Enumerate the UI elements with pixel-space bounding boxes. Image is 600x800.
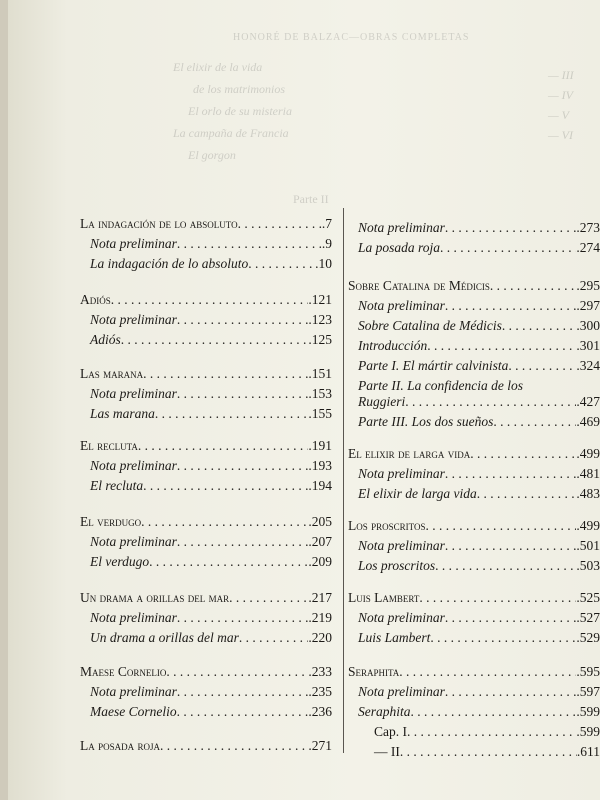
toc-section-entry: [348, 278, 600, 294]
toc-section-entry: [80, 366, 332, 382]
toc-page-number: .529: [576, 630, 600, 645]
ghost-line: El gorgon: [188, 148, 236, 162]
toc-entry-title: Seraphita: [348, 664, 400, 679]
toc-subentry: [358, 378, 523, 394]
toc-entry-title: Cap. I: [374, 724, 407, 739]
dot-leader: [399, 664, 576, 680]
toc-subentry: [374, 724, 600, 740]
toc-entry-title: El recluta: [80, 438, 138, 453]
dot-leader: [177, 610, 308, 626]
ghost-line: de los matrimonios: [193, 82, 286, 96]
toc-subentry: [358, 704, 600, 720]
toc-subentry: [358, 220, 600, 236]
dot-leader: [427, 338, 576, 354]
toc-subentry: [358, 338, 600, 354]
toc-subentry: [358, 414, 600, 430]
toc-subentry: [90, 386, 332, 402]
toc-section-entry: [80, 438, 332, 454]
toc-subentry: [90, 312, 332, 328]
toc-subentry: [358, 630, 600, 646]
dot-leader: [425, 518, 576, 534]
toc-subentry: [90, 458, 332, 474]
dot-leader: [166, 664, 308, 680]
toc-page-number: .599: [576, 704, 600, 719]
toc-section-entry: [80, 216, 332, 232]
toc-section-entry: [80, 590, 332, 606]
dot-leader: [445, 610, 576, 626]
toc-subentry: [90, 684, 332, 700]
dot-leader: [229, 590, 308, 606]
toc-subentry: [358, 298, 600, 314]
toc-entry-title: Nota preliminar: [90, 312, 177, 327]
toc-page-number: .501: [576, 538, 600, 553]
toc-section-entry: [80, 738, 332, 754]
toc-page-number: .483: [576, 486, 600, 501]
toc-page-number: .10: [315, 256, 332, 271]
toc-subentry: [90, 478, 332, 494]
toc-page-number: .236: [308, 704, 332, 719]
toc-entry-title: Nota preliminar: [90, 610, 177, 625]
dot-leader: [407, 724, 576, 740]
toc-section-entry: [348, 664, 600, 680]
dot-leader: [400, 744, 577, 760]
toc-subentry: [358, 358, 600, 374]
toc-section-entry: [80, 664, 332, 680]
toc-entry-title: Seraphita: [358, 704, 411, 719]
ghost-line: — VI: [548, 128, 573, 142]
dot-leader: [143, 366, 308, 382]
toc-page-number: .595: [576, 664, 600, 679]
toc-page-number: .273: [576, 220, 600, 235]
toc-entry-title: Luis Lambert: [358, 630, 431, 645]
toc-subentry: [374, 744, 600, 760]
toc-subentry: [90, 630, 332, 646]
ghost-line: — V: [548, 108, 569, 122]
toc-entry-title: El recluta: [90, 478, 144, 493]
dot-leader: [177, 534, 308, 550]
ghost-line: La campaña de Francia: [173, 126, 289, 140]
dot-leader: [411, 704, 577, 720]
toc-entry-title: Maese Cornelio: [80, 664, 167, 679]
ghost-line: Parte II: [293, 192, 329, 206]
ghost-line: — III: [548, 68, 574, 82]
dot-leader: [177, 704, 309, 720]
dot-leader: [121, 332, 309, 348]
toc-page-number: .193: [308, 458, 332, 473]
toc-subentry: [358, 466, 600, 482]
dot-leader: [177, 312, 308, 328]
toc-subentry: [90, 534, 332, 550]
toc-entry-title: Nota preliminar: [358, 466, 445, 481]
toc-subentry: [358, 486, 600, 502]
toc-page-number: .125: [308, 332, 332, 347]
dot-leader: [445, 466, 576, 482]
toc-entry-title: Nota preliminar: [90, 684, 177, 699]
toc-page-number: .525: [576, 590, 600, 605]
toc-page-number: .300: [576, 318, 600, 333]
dot-leader: [248, 256, 315, 272]
toc-subentry: [90, 332, 332, 348]
dot-leader: [502, 318, 577, 334]
toc-page-number: .469: [576, 414, 600, 429]
toc-page-number: .121: [308, 292, 332, 307]
toc-page-number: .217: [308, 590, 332, 605]
toc-subentry: [358, 684, 600, 700]
toc-entry-title: Adiós: [80, 292, 111, 307]
toc-subentry: [358, 394, 600, 410]
ghost-line: — IV: [548, 88, 573, 102]
toc-entry-title: Introducción: [358, 338, 428, 353]
toc-subentry: [358, 240, 600, 256]
dot-leader: [440, 240, 576, 256]
toc-entry-title: Maese Cornelio: [90, 704, 177, 719]
dot-leader: [470, 446, 576, 462]
dot-leader: [490, 278, 576, 294]
dot-leader: [155, 406, 308, 422]
toc-subentry: [358, 558, 600, 574]
dot-leader: [435, 558, 576, 574]
toc-page-number: .499: [576, 446, 600, 461]
toc-subentry: [90, 256, 332, 272]
toc-entry-title: Un drama a orillas del mar: [80, 590, 230, 605]
toc-page-number: .219: [308, 610, 332, 625]
toc-page-number: .151: [308, 366, 332, 381]
toc-entry-title: Las marana: [90, 406, 155, 421]
toc-section-entry: [348, 518, 600, 534]
toc-page-number: .499: [576, 518, 600, 533]
dot-leader: [239, 630, 308, 646]
toc-page-number: .207: [308, 534, 332, 549]
dot-leader: [508, 358, 576, 374]
toc-entry-title: Los proscritos: [358, 558, 436, 573]
toc-page-number: .191: [308, 438, 332, 453]
ghost-header: HONORÉ DE BALZAC—OBRAS COMPLETAS: [233, 32, 470, 43]
toc-entry-title: Los proscritos: [348, 518, 426, 533]
toc-entry-title: La indagación de lo absoluto: [80, 216, 238, 231]
toc-entry-title: Adiós: [90, 332, 121, 347]
toc-entry-title: Nota preliminar: [90, 458, 177, 473]
toc-entry-title: — II: [374, 744, 400, 759]
toc-entry-title: Un drama a orillas del mar: [90, 630, 239, 645]
dot-leader: [430, 630, 576, 646]
toc-page-number: .233: [308, 664, 332, 679]
toc-page-number: .271: [308, 738, 332, 753]
dot-leader: [143, 478, 308, 494]
toc-page-number: .481: [576, 466, 600, 481]
column-divider: [343, 208, 344, 753]
toc-page-number: .274: [576, 240, 600, 255]
dot-leader: [141, 514, 308, 530]
toc-subentry: [358, 538, 600, 554]
dot-leader: [445, 538, 576, 554]
dot-leader: [177, 684, 308, 700]
toc-section-entry: [348, 446, 600, 462]
toc-entry-title: Nota preliminar: [358, 610, 445, 625]
toc-entry-title: Parte II. La confidencia de los: [358, 378, 523, 393]
toc-page-number: .527: [576, 610, 600, 625]
toc-entry-title: Luis Lambert: [348, 590, 420, 605]
toc-page-number: .123: [308, 312, 332, 327]
dot-leader: [419, 590, 576, 606]
dot-leader: [160, 738, 308, 754]
dot-leader: [177, 458, 308, 474]
toc-entry-title: Las marana: [80, 366, 144, 381]
toc-page-number: .153: [308, 386, 332, 401]
toc-page-number: .155: [308, 406, 332, 421]
toc-entry-title: Nota preliminar: [90, 534, 177, 549]
toc-entry-title: Parte III. Los dos sueños: [358, 414, 494, 429]
toc-entry-title: Nota preliminar: [358, 220, 445, 235]
toc-section-entry: [348, 590, 600, 606]
toc-subentry: [358, 318, 600, 334]
toc-subentry: [90, 236, 332, 252]
dot-leader: [111, 292, 309, 308]
dot-leader: [149, 554, 308, 570]
toc-subentry: [90, 406, 332, 422]
toc-page-number: .301: [576, 338, 600, 353]
toc-section-entry: [80, 514, 332, 530]
toc-page-number: .205: [308, 514, 332, 529]
toc-page-number: .220: [308, 630, 332, 645]
dot-leader: [445, 298, 576, 314]
toc-entry-title: El verdugo: [90, 554, 150, 569]
toc-entry-title: Parte I. El mártir calvinista: [358, 358, 509, 373]
toc-entry-title: Nota preliminar: [358, 298, 445, 313]
toc-entry-title: Sobre Catalina de Médicis: [358, 318, 502, 333]
dot-leader: [177, 386, 308, 402]
toc-entry-title: La posada roja: [358, 240, 441, 255]
toc-subentry: [90, 554, 332, 570]
dot-leader: [405, 394, 576, 410]
dot-leader: [177, 236, 322, 252]
ghost-line: El orlo de su misteria: [188, 104, 292, 118]
toc-page-number: .235: [308, 684, 332, 699]
toc-entry-title: El elixir de larga vida: [358, 486, 477, 501]
toc-section-entry: [80, 292, 332, 308]
toc-entry-title: Ruggieri: [358, 394, 406, 409]
toc-entry-title: Nota preliminar: [358, 538, 445, 553]
toc-entry-title: Nota preliminar: [90, 236, 177, 251]
book-page: [8, 0, 600, 800]
toc-entry-title: El elixir de larga vida: [348, 446, 471, 461]
toc-entry-title: La indagación de lo absoluto: [90, 256, 249, 271]
dot-leader: [477, 486, 577, 502]
toc-page-number: .297: [576, 298, 600, 313]
toc-page-number: .427: [576, 394, 600, 409]
toc-entry-title: Sobre Catalina de Médicis: [348, 278, 490, 293]
toc-entry-title: Nota preliminar: [358, 684, 445, 699]
toc-entry-title: Nota preliminar: [90, 386, 177, 401]
ghost-line: El elixir de la vida: [173, 60, 263, 74]
toc-entry-title: La posada roja: [80, 738, 161, 753]
toc-page-number: .194: [308, 478, 332, 493]
book-spine: [0, 0, 8, 800]
dot-leader: [493, 414, 576, 430]
toc-subentry: [90, 610, 332, 626]
dot-leader: [445, 684, 576, 700]
dot-leader: [238, 216, 322, 232]
dot-leader: [138, 438, 308, 454]
dot-leader: [445, 220, 576, 236]
toc-page-number: .295: [576, 278, 600, 293]
toc-page-number: .9: [321, 236, 332, 251]
toc-subentry: [358, 610, 600, 626]
toc-page-number: .209: [308, 554, 332, 569]
toc-page-number: .597: [576, 684, 600, 699]
toc-page-number: .611: [576, 744, 600, 759]
toc-subentry: [90, 704, 332, 720]
toc-page-number: .324: [576, 358, 600, 373]
toc-page-number: .599: [576, 724, 600, 739]
toc-page-number: .503: [576, 558, 600, 573]
toc-entry-title: El verdugo: [80, 514, 142, 529]
toc-page-number: .7: [321, 216, 332, 231]
